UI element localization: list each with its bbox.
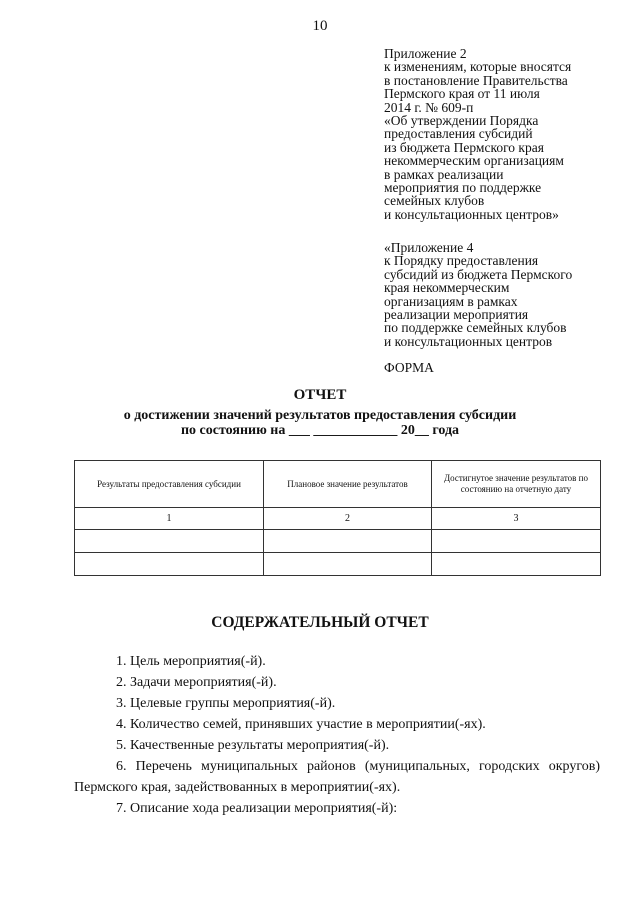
appendix-4-line: «Приложение 4 xyxy=(384,240,474,255)
appendix-2-line: некоммерческим организациям xyxy=(384,153,564,169)
appendix-4-line: субсидий из бюджета Пермского xyxy=(384,266,573,282)
page-number: 10 xyxy=(312,18,328,34)
appendix-4-line: реализации мероприятия xyxy=(384,307,529,323)
report-title: ОТЧЕТ xyxy=(293,387,347,403)
appendix-4-line: и консультационных центров xyxy=(384,333,553,349)
report-subtitle-line: о достижении значений результатов предоставления субсидии xyxy=(123,408,517,423)
appendix-4-line: по поддержке семейных клубов xyxy=(384,320,567,336)
table-header-cell: Достигнутое значение результатов по состоянию на отчетную дату xyxy=(432,461,601,508)
appendix-4-line: края некоммерческим xyxy=(384,280,510,296)
list-item: 6. Перечень муниципальных районов (муниципальных, городских округов) Пермского края, задействованных в мероприятии(-ях). xyxy=(74,759,600,795)
form-label: ФОРМА xyxy=(384,360,434,375)
appendix-2-line: семейных клубов xyxy=(384,193,485,209)
appendix-4-line: организациям в рамках xyxy=(384,293,518,309)
table-row xyxy=(75,553,601,576)
table-cell xyxy=(75,530,264,553)
table-header-cell: Результаты предоставления субсидии xyxy=(75,461,264,508)
list-item: 5. Качественные результаты мероприятия(-й). xyxy=(116,738,390,753)
appendix-2-line: мероприятия по поддержке xyxy=(384,180,542,196)
content-report-list xyxy=(74,651,600,819)
content-report-title: СОДЕРЖАТЕЛЬНЫЙ ОТЧЕТ xyxy=(211,614,429,631)
report-date-line: по состоянию на ___ ____________ 20__ года xyxy=(180,423,460,438)
appendix-2-line: Пермского края от 11 июля xyxy=(384,86,540,102)
table-header-cell: Плановое значение результатов xyxy=(264,461,432,508)
appendix-2-line: в постановление Правительства xyxy=(384,72,568,88)
table-cell xyxy=(264,530,432,553)
appendix-2-line: 2014 г. № 609-п xyxy=(384,99,474,115)
appendix-4-header xyxy=(384,241,624,348)
table-cell xyxy=(75,553,264,576)
report-subtitle xyxy=(0,408,640,438)
table-cell xyxy=(264,553,432,576)
table-row xyxy=(75,530,601,553)
appendix-2-line: в рамках реализации xyxy=(384,166,504,182)
appendix-2-line: Приложение 2 xyxy=(384,46,467,61)
table-cell xyxy=(432,553,601,576)
appendix-2-line: и консультационных центров» xyxy=(384,206,559,222)
table-column-number: 3 xyxy=(432,508,601,530)
appendix-2-line: «Об утверждении Порядка xyxy=(384,113,539,129)
table-column-number: 2 xyxy=(264,508,432,530)
list-item: 4. Количество семей, принявших участие в мероприятии(-ях). xyxy=(116,717,486,732)
table-number-row xyxy=(75,508,601,530)
list-item: 2. Задачи мероприятия(-й). xyxy=(116,675,277,690)
table-cell xyxy=(432,530,601,553)
appendix-4-line: к Порядку предоставления xyxy=(384,253,539,269)
table-header-row xyxy=(75,461,601,508)
results-table xyxy=(74,460,601,576)
list-item: 3. Целевые группы мероприятия(-й). xyxy=(116,696,336,711)
list-item: 1. Цель мероприятия(-й). xyxy=(116,654,266,669)
appendix-2-line: предоставления субсидий xyxy=(384,126,533,142)
appendix-2-header xyxy=(384,47,624,221)
appendix-2-line: к изменениям, которые вносятся xyxy=(384,59,572,75)
appendix-2-line: из бюджета Пермского края xyxy=(384,139,544,155)
table-column-number: 1 xyxy=(75,508,264,530)
list-item: 7. Описание хода реализации мероприятия(-й): xyxy=(116,801,398,816)
